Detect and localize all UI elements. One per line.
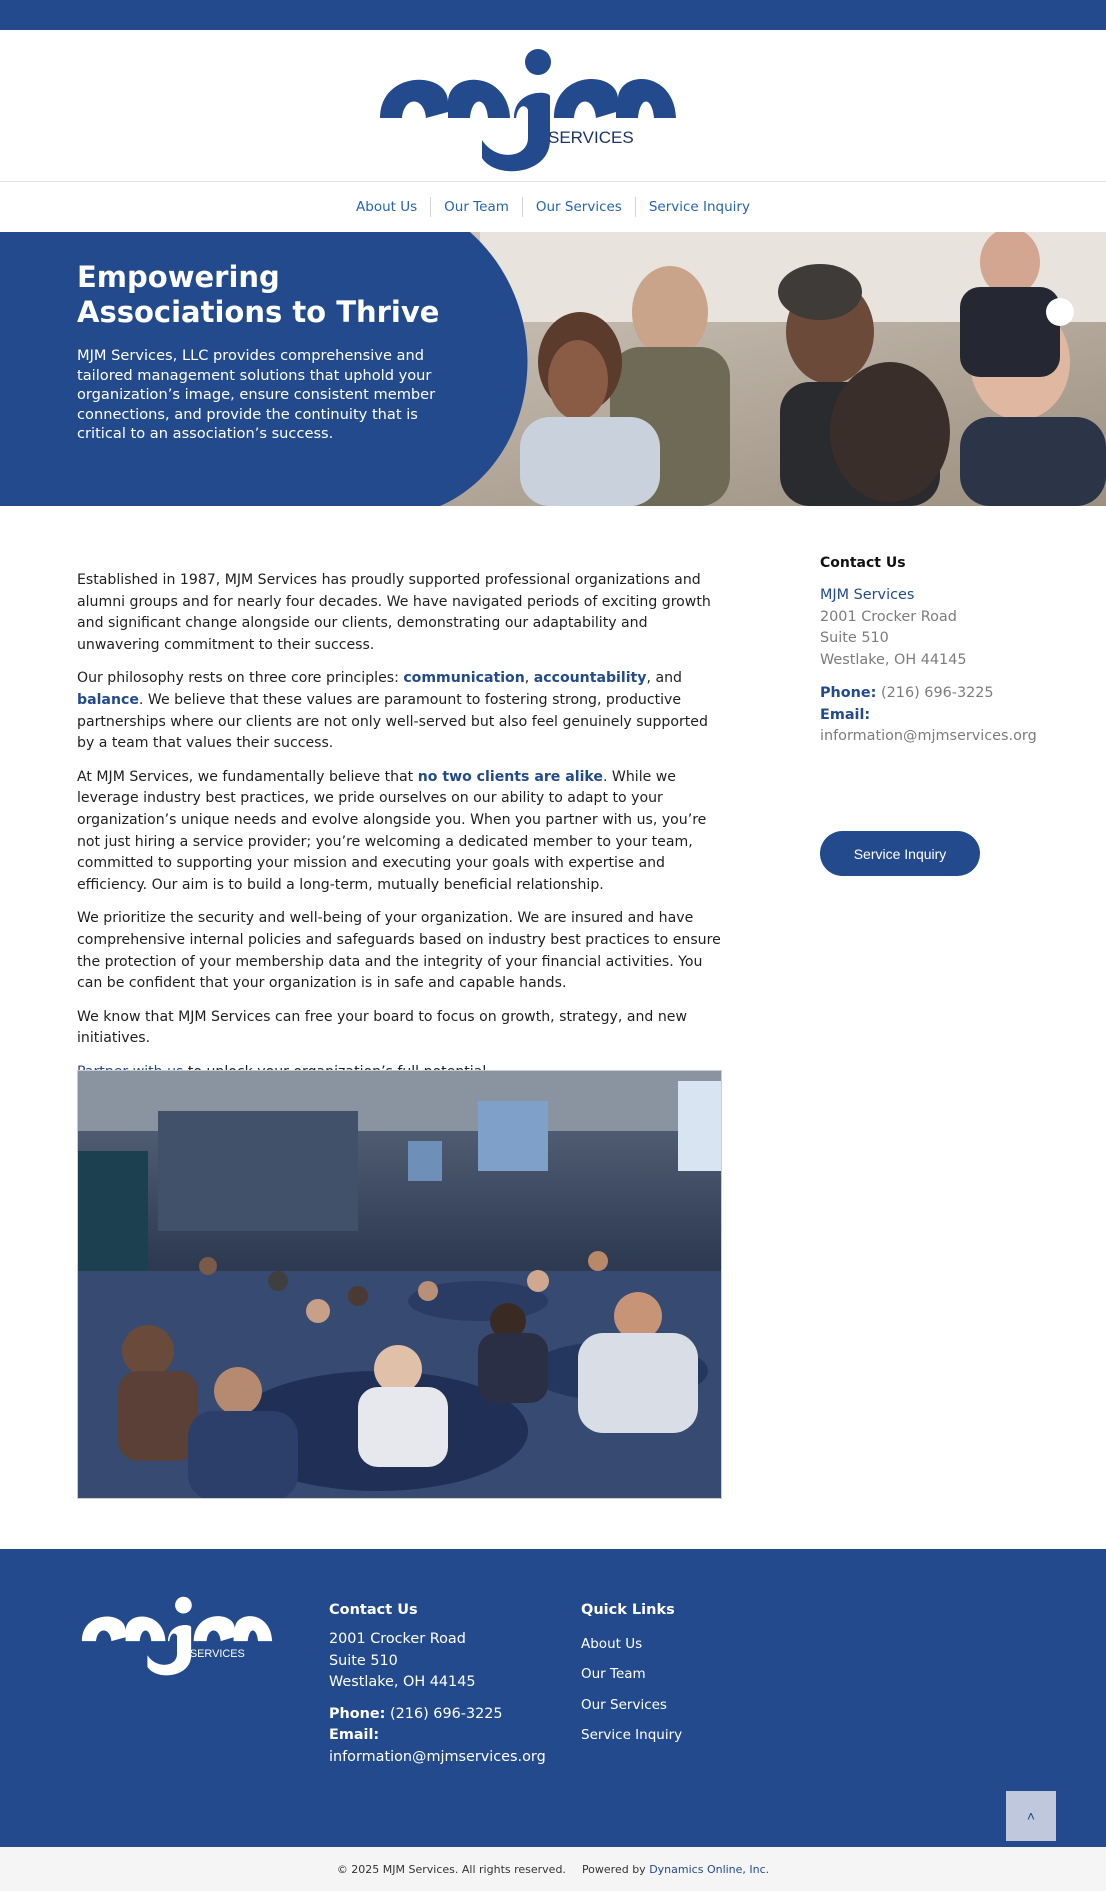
- no-two-clients-link[interactable]: no two clients are alike: [417, 768, 603, 785]
- footer-street: 2001 Crocker Road: [329, 1631, 466, 1647]
- powered-by-link[interactable]: Dynamics Online, Inc.: [649, 1862, 770, 1876]
- chevron-up-icon: ˄: [1026, 1808, 1036, 1824]
- intro-paragraph: Established in 1987, MJM Services has proudly supported professional organizations and alumni groups and for nearly four decades. We have navigated periods of exciting growth and significant change alongside our clients, demonstrating our adaptability and unwavering commitment to their success.: [77, 572, 711, 653]
- footer-links-title: Quick Links: [581, 1602, 675, 1618]
- conference-photo: [77, 1070, 722, 1499]
- footer-link-our-services[interactable]: Our Services: [581, 1696, 667, 1713]
- footer-link-service-inquiry[interactable]: Service Inquiry: [581, 1727, 683, 1744]
- sidebar-title: Contact Us: [820, 555, 906, 571]
- nav-our-services[interactable]: Our Services: [522, 197, 635, 217]
- footer-suite: Suite 510: [329, 1652, 398, 1669]
- footer-logo-graphic: [77, 1591, 277, 1681]
- footer-phone-number[interactable]: (216) 696-3225: [385, 1705, 503, 1722]
- nav-service-inquiry[interactable]: Service Inquiry: [635, 197, 763, 217]
- footer-link-about-us[interactable]: About Us: [581, 1636, 643, 1652]
- service-inquiry-button[interactable]: Service Inquiry: [820, 831, 980, 876]
- main-content: [77, 570, 722, 1095]
- scroll-to-top-button[interactable]: [1006, 1791, 1056, 1841]
- accountability-link[interactable]: accountability: [533, 670, 647, 687]
- communication-link[interactable]: communication: [403, 670, 525, 687]
- clients-paragraph: At MJM Services, we fundamentally believe that no two clients are alike. While we leverage industry best practices, we pride ourselves on our ability to adapt to your organization’s unique needs and evolve alongside you. When you partner with us, you’re not just hiring a service provider; you’re welcoming a dedicated member to your team, committed to supporting your mission and executing your goals with expertise and efficiency. Our aim is to build a long-term, mutually beneficial relationship.: [77, 768, 707, 893]
- footer-phone: Phone: (216) 696-3225: [329, 1705, 503, 1722]
- footer-link-our-team[interactable]: Our Team: [581, 1666, 646, 1683]
- footer-logo[interactable]: [77, 1591, 277, 1681]
- footer-email-label: Email:: [329, 1727, 380, 1744]
- sidebar-street: 2001 Crocker Road: [820, 608, 957, 625]
- logo-graphic: [378, 40, 678, 180]
- philosophy-paragraph: Our philosophy rests on three core principles: communication, accountability, and balance. We believe that these values are paramount to fostering strong, productive partnerships where our clients are not only well-served but also feel genuinely supported by a team that values their success.: [77, 670, 708, 752]
- copyright-bar: [0, 1847, 1106, 1891]
- site-header: [0, 30, 1106, 182]
- powered-by-text: Powered by Dynamics Online, Inc.: [581, 1862, 770, 1876]
- sidebar-suite: Suite 510: [820, 630, 889, 646]
- nav-about-us[interactable]: About Us: [356, 199, 418, 215]
- footer-contact: [329, 1602, 549, 1769]
- balance-link[interactable]: balance: [77, 691, 139, 708]
- sidebar-email[interactable]: information@mjmservices.org: [820, 728, 1037, 744]
- footer-city: Westlake, OH 44145: [329, 1674, 476, 1691]
- nav-our-team[interactable]: Our Team: [430, 197, 522, 217]
- footer-email[interactable]: information@mjmservices.org: [329, 1748, 546, 1765]
- copyright-text: © 2025 MJM Services. All rights reserved.: [336, 1862, 566, 1876]
- hero-title: Empowering Associations to Thrive: [77, 260, 440, 329]
- footer-contact-title: Contact Us: [329, 1602, 418, 1618]
- sidebar-phone: Phone: (216) 696-3225: [820, 685, 994, 701]
- security-paragraph: We prioritize the security and well-being of your organization. We are insured and have comprehensive internal policies and safeguards based on industry best practices to ensure the protection of your membership data and the integrity of your financial activities. You can be confident that your organization is in safe and capable hands.: [77, 910, 721, 992]
- sidebar-company: MJM Services: [820, 587, 915, 603]
- sidebar-phone-number[interactable]: (216) 696-3225: [876, 685, 994, 701]
- hero-text: MJM Services, LLC provides comprehensive and tailored management solutions that uphold your organization’s image, ensure consistent member connections, and provide the continuity that is critical to an association’s success.: [77, 347, 436, 442]
- site-logo[interactable]: [378, 40, 678, 180]
- site-footer: [0, 1549, 1106, 1847]
- contact-sidebar: [820, 555, 1050, 862]
- conference-photo-graphic: [78, 1071, 722, 1499]
- hero-banner: [0, 232, 1106, 506]
- footer-quick-links: [581, 1602, 781, 1751]
- main-nav: [0, 183, 1106, 231]
- sidebar-email-label: Email:: [820, 706, 871, 723]
- footer-logo-services-text: SERVICES: [189, 1648, 245, 1661]
- board-paragraph: We know that MJM Services can free your board to focus on growth, strategy, and new initiatives.: [77, 1008, 687, 1047]
- top-accent-bar: [0, 0, 1106, 30]
- logo-services-text: SERVICES: [548, 128, 634, 147]
- sidebar-city: Westlake, OH 44145: [820, 651, 967, 668]
